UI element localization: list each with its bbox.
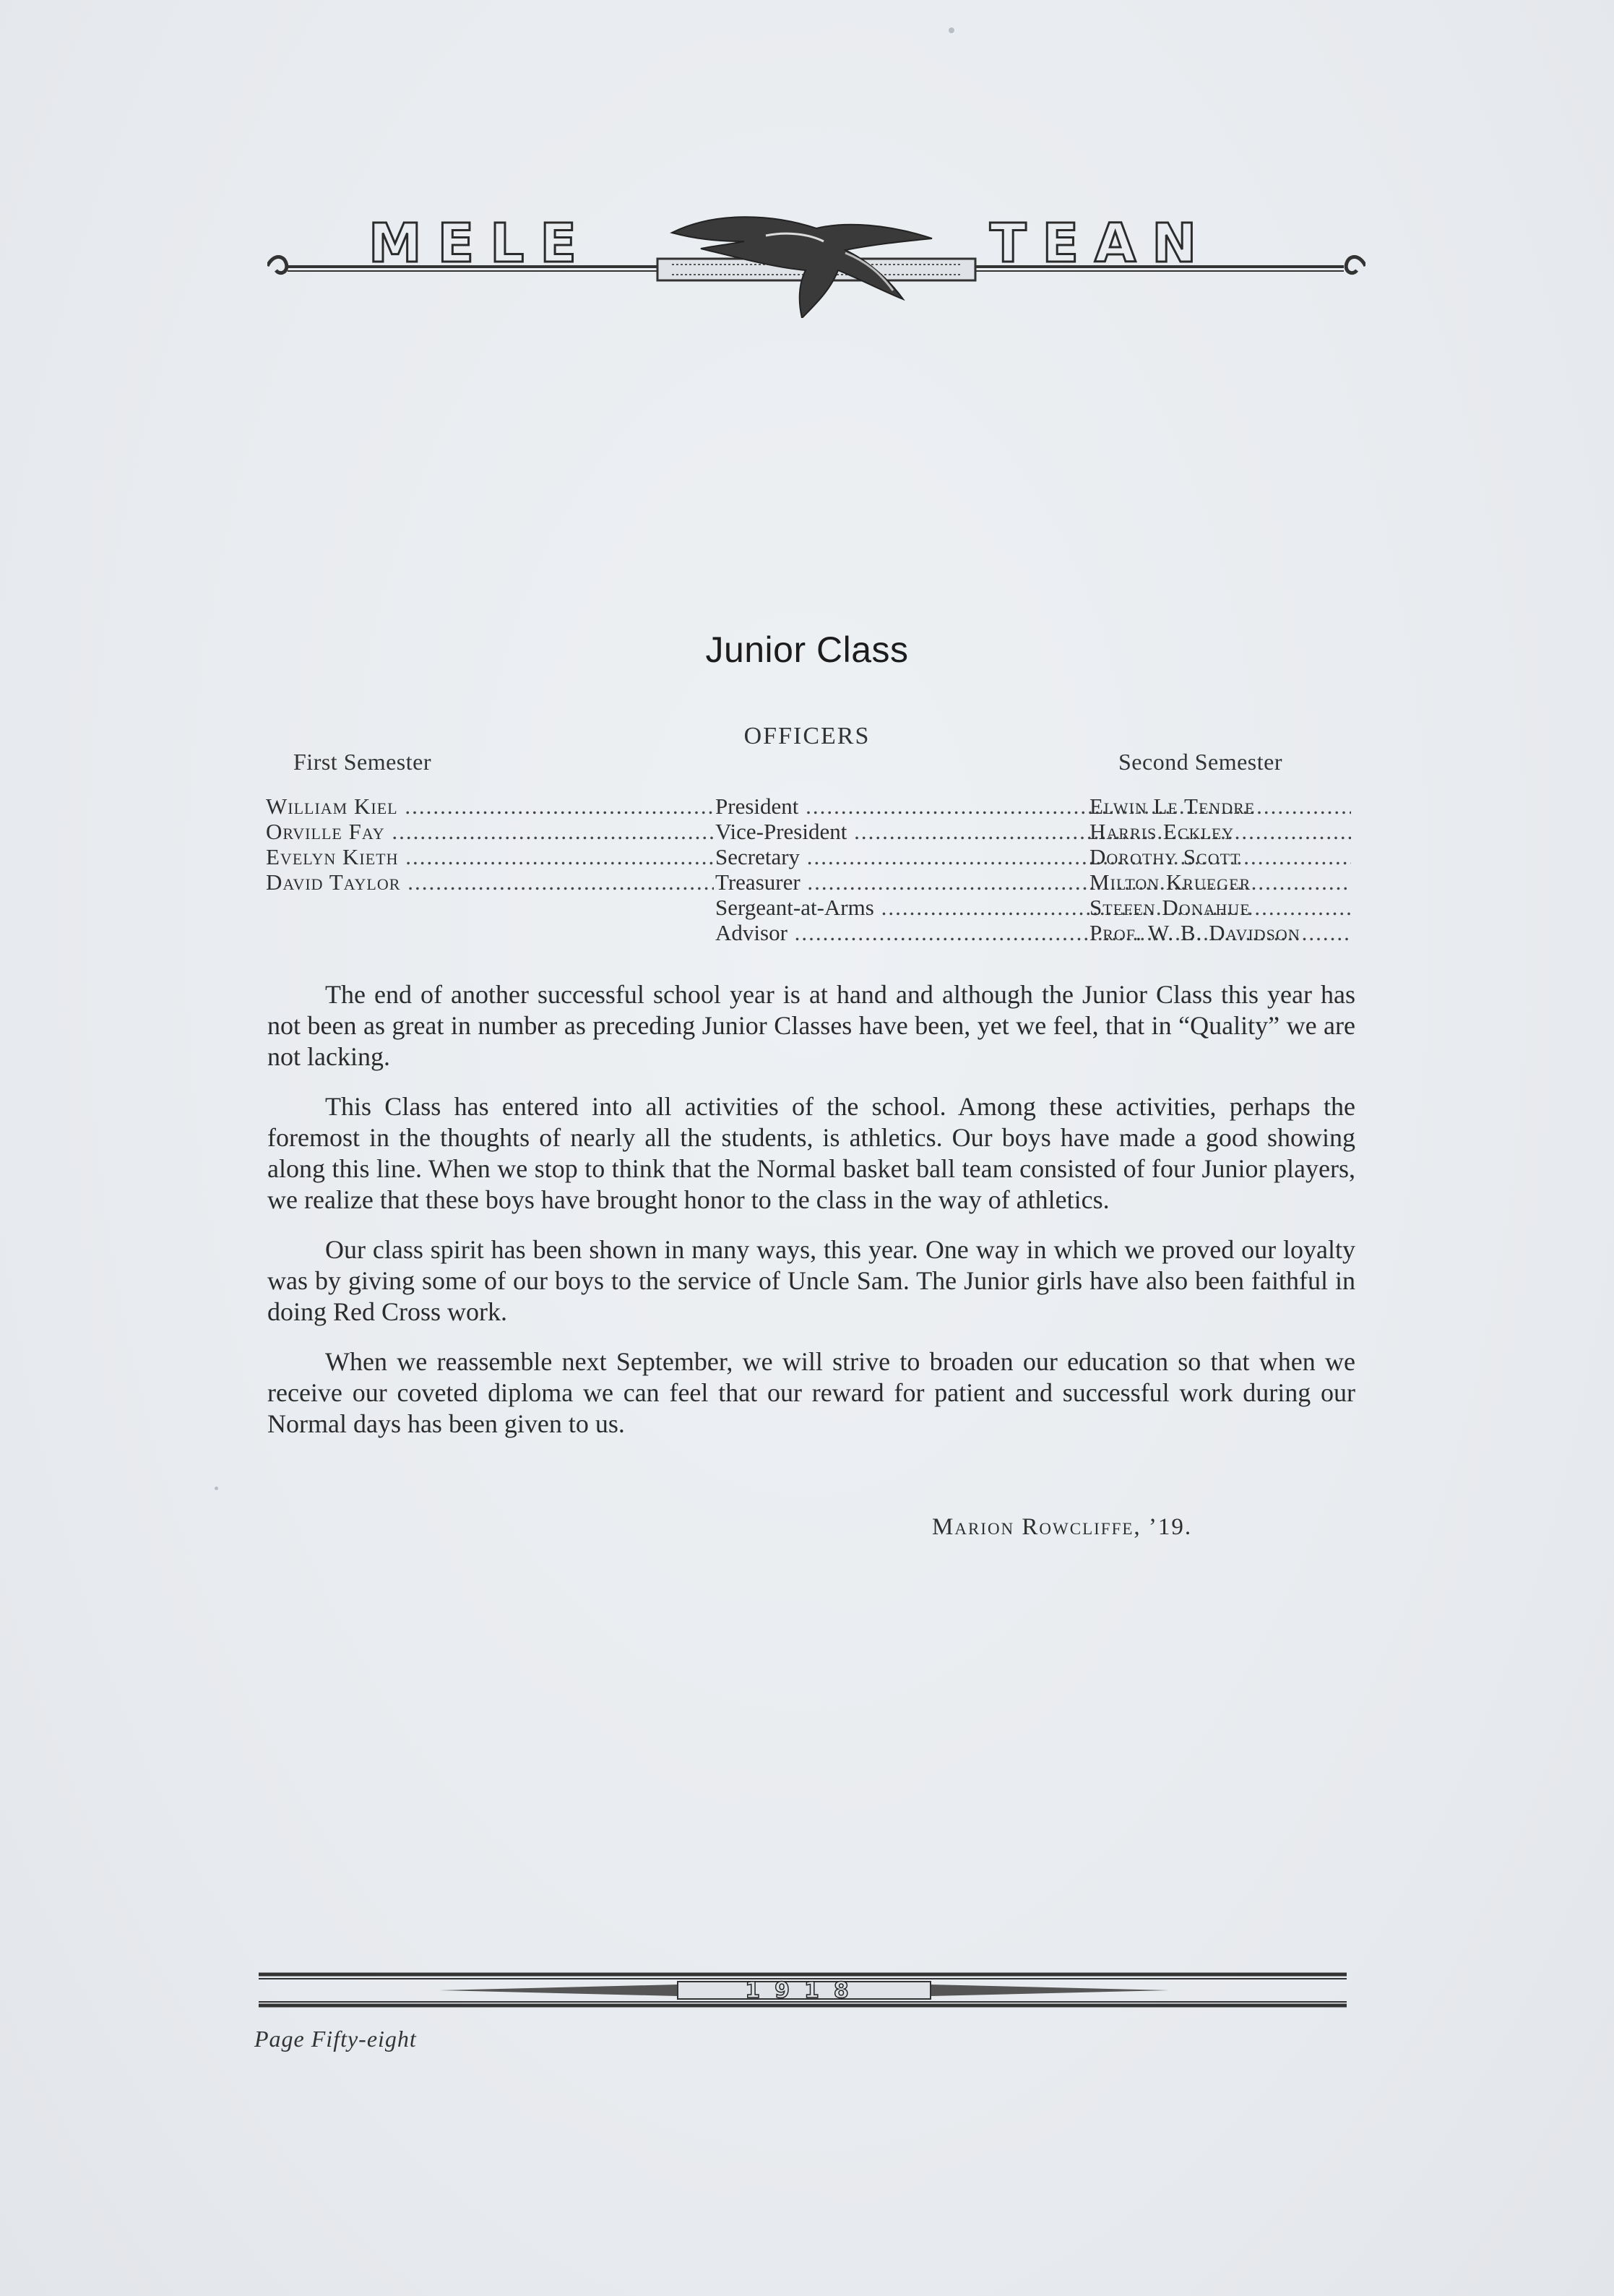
paragraph: The end of another successful school year is at hand and although the Junior Class this year has not been as great in number as preceding Junior Classes have been, yet we feel, that in “Quality” we are not lacking. — [267, 980, 1355, 1071]
officer-row — [266, 895, 1364, 920]
paragraph: Our class spirit has been shown in many ways, this year. One way in which we proved our loyalty was by giving some of our boys to the service of Uncle Sam. The Junior girls have also been faithful in doing Red Cross work. — [267, 1235, 1355, 1326]
footer-banner — [259, 1972, 1347, 2008]
office-title: Treasurer ..... — [715, 869, 1351, 895]
first-semester-officer: David Taylor ..... — [266, 869, 714, 895]
first-semester-officer: William Kiel ..... — [266, 794, 714, 820]
first-semester-officer: Evelyn Kieth ..... — [266, 844, 714, 870]
second-semester-officer: Stefen Donahue — [1089, 895, 1251, 920]
second-semester-officer: Elwin Le Tendre — [1089, 794, 1256, 819]
paragraph: When we reassemble next September, we will strive to broaden our education so that when we receive our coveted diploma we can feel that our reward for patient and successful work during our Normal days has been given to us. — [267, 1347, 1355, 1438]
second-semester-officer: Dorothy Scott — [1089, 844, 1241, 869]
page-number: Page Fifty-eight — [254, 2026, 417, 2052]
left-scroll-ornament — [267, 257, 287, 272]
header-right-word: TEAN — [990, 212, 1213, 275]
paper-speck — [215, 1487, 218, 1490]
officer-row — [266, 869, 1364, 895]
first-semester-officer: Orville Fay ..... — [266, 819, 714, 845]
officer-row — [266, 920, 1364, 945]
second-semester-officer: Harris Eckley — [1089, 819, 1235, 844]
first-semester-label: First Semester — [293, 749, 431, 775]
office-title: Advisor ..... — [715, 920, 1351, 946]
officer-table — [266, 794, 1364, 945]
right-scroll-ornament — [1346, 257, 1365, 272]
page-title: Junior Class — [705, 629, 909, 670]
officer-row — [266, 844, 1364, 869]
second-semester-officer: Milton Krueger — [1089, 869, 1251, 895]
officers-heading: OFFICERS — [743, 723, 871, 749]
header-left-word: MELE — [368, 212, 592, 275]
office-title: Secretary ..... — [715, 844, 1351, 870]
office-title: Sergeant-at-Arms ..... — [715, 895, 1351, 921]
officer-row — [266, 794, 1364, 819]
signature: Marion Rowcliffe, ’19. — [932, 1514, 1193, 1540]
office-title: Vice-President ..... — [715, 819, 1351, 845]
footer-year: 1918 — [745, 1978, 863, 2003]
second-semester-label: Second Semester — [1118, 749, 1282, 775]
second-semester-officer: Prof. W. B. Davidson — [1089, 920, 1300, 945]
paragraph: This Class has entered into all activities of the school. Among these activities, perhaps the foremost in the thoughts of nearly all the students, is athletics. Our boys have made a good showing along this line. When we stop to think that the Normal basket ball team consisted of four Junior players, we realize that these boys have brought honor to the class in the way of athletics. — [267, 1092, 1355, 1214]
officer-row — [266, 819, 1364, 844]
body-text — [267, 979, 1355, 1458]
paper-speck — [949, 27, 954, 33]
office-title: President ..... — [715, 794, 1351, 820]
header-banner — [267, 210, 1365, 318]
